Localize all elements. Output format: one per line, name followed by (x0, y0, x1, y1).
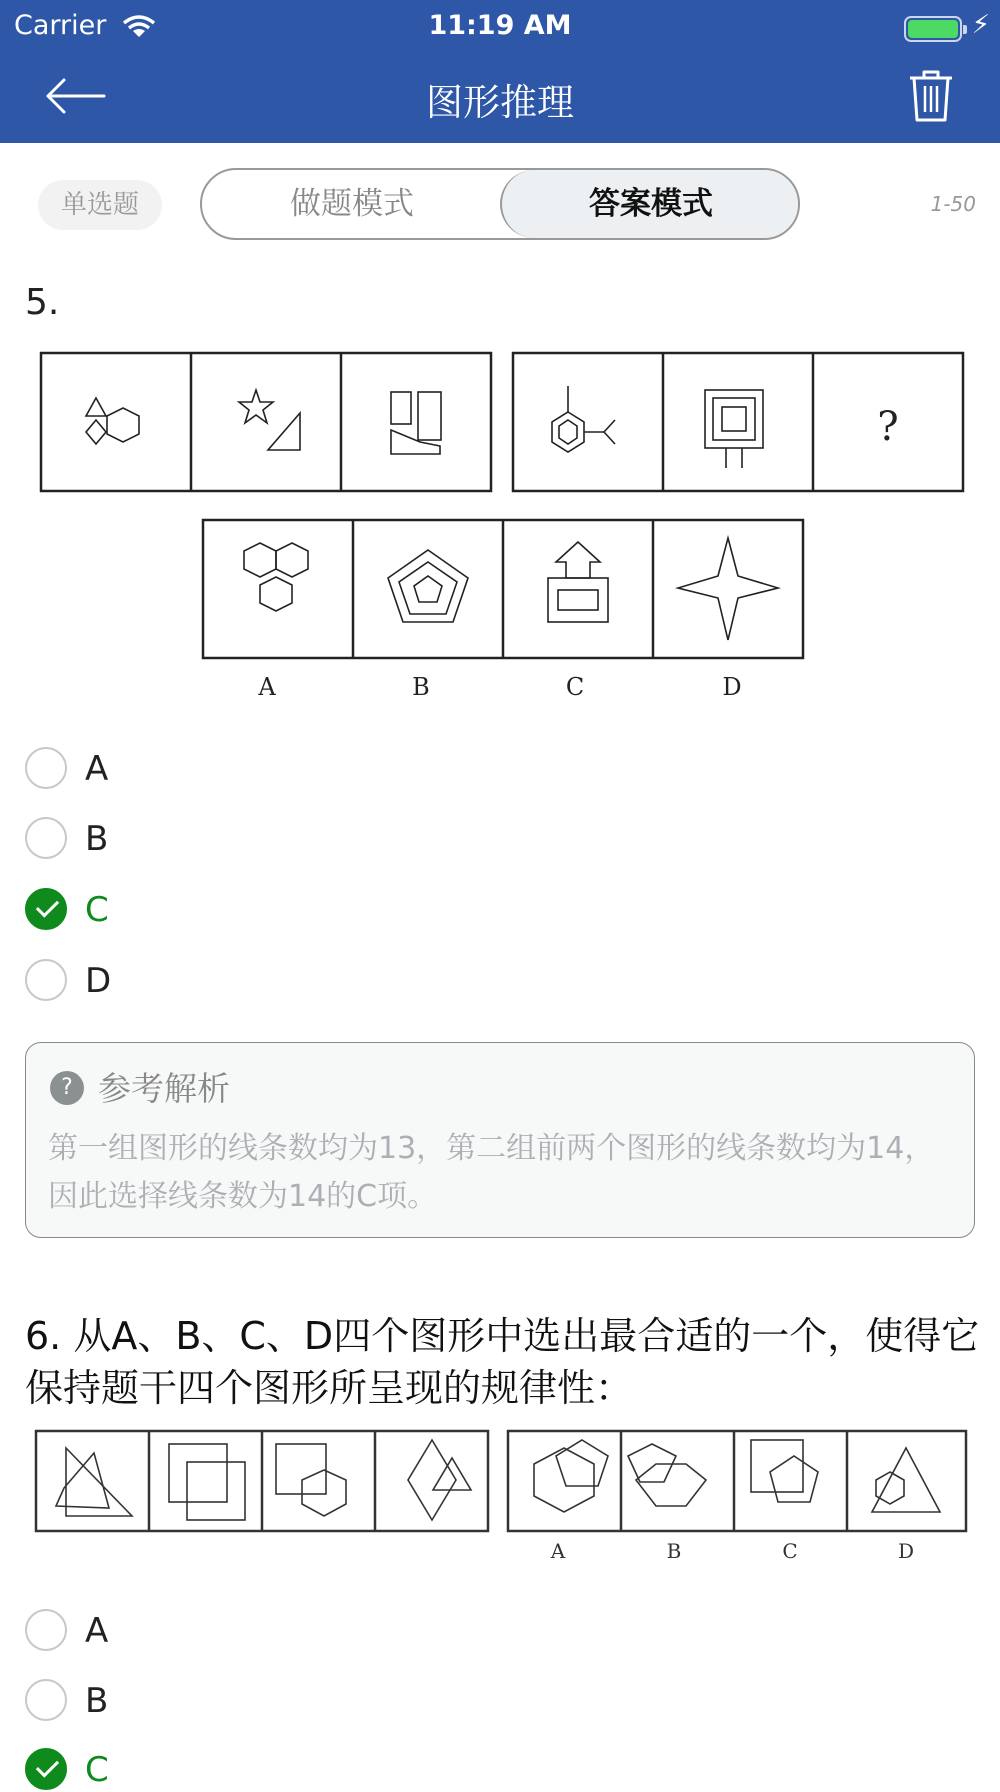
q5-option-d[interactable] (25, 959, 425, 1003)
question-circle-icon: ? (50, 1071, 84, 1105)
q5-figure-label-b: B (412, 673, 430, 701)
question-5-number: 5. (25, 282, 60, 323)
q6-figure-label-b: B (666, 1539, 682, 1563)
q5-option-b[interactable] (25, 817, 425, 861)
analysis-text: 第一组图形的线条数均为13，第二组前两个图形的线条数均为14，因此选择线条数为14的C项。 (48, 1131, 935, 1214)
q6-option-b-label: B (85, 1681, 109, 1721)
mode-switch (200, 168, 800, 240)
q6-option-a-label: A (85, 1611, 109, 1651)
q5-figure-label-d: D (722, 673, 742, 701)
checkmark-circle-icon[interactable] (25, 1748, 67, 1790)
question-5-figure (38, 350, 968, 710)
q5-option-a[interactable] (25, 747, 425, 791)
status-bar (0, 6, 1000, 46)
trash-icon[interactable] (908, 68, 954, 124)
charging-icon: ⚡ (971, 10, 990, 40)
q6-option-c[interactable] (25, 1748, 425, 1792)
checkmark-circle-icon[interactable] (25, 888, 67, 930)
radio-unchecked-icon[interactable] (25, 1679, 67, 1721)
q6-option-c-label: C (85, 1750, 109, 1790)
analysis-title: 参考解析 (98, 1069, 230, 1108)
q6-figure-label-d: D (897, 1539, 915, 1563)
q6-option-b[interactable] (25, 1679, 425, 1723)
q5-option-d-label: D (85, 961, 112, 1001)
carrier-label: Carrier (14, 10, 107, 41)
q6-figure-label-a: A (550, 1539, 566, 1563)
nav-bar (0, 0, 1000, 143)
question-6-figure (34, 1428, 970, 1568)
clock: 11:19 AM (428, 10, 572, 41)
q5-option-c-label: C (85, 890, 109, 930)
battery-icon (904, 16, 962, 42)
svg-text:?: ? (877, 404, 899, 450)
q5-figure-label-a: A (258, 673, 276, 701)
radio-unchecked-icon[interactable] (25, 1609, 67, 1651)
question-6-text: 6. 从A、B、C、D四个图形中选出最合适的一个，使得它保持题干四个图形所呈现的规律性： (25, 1314, 980, 1410)
question-type-tag: 单选题 (38, 180, 162, 230)
q5-option-b-label: B (85, 819, 109, 859)
page-title: 图形推理 (426, 81, 574, 124)
q5-option-a-label: A (85, 749, 109, 789)
q5-figure-label-c: C (565, 673, 585, 701)
radio-unchecked-icon[interactable] (25, 747, 67, 789)
q5-option-c[interactable] (25, 888, 425, 932)
q6-option-a[interactable] (25, 1609, 425, 1653)
radio-unchecked-icon[interactable] (25, 817, 67, 859)
tab-answer-mode[interactable]: 答案模式 (500, 170, 800, 238)
radio-unchecked-icon[interactable] (25, 959, 67, 1001)
tab-practice-mode[interactable]: 做题模式 (290, 186, 414, 222)
analysis-box (25, 1042, 975, 1238)
q6-figure-label-c: C (782, 1539, 798, 1563)
question-range: 1-50 (930, 192, 976, 216)
